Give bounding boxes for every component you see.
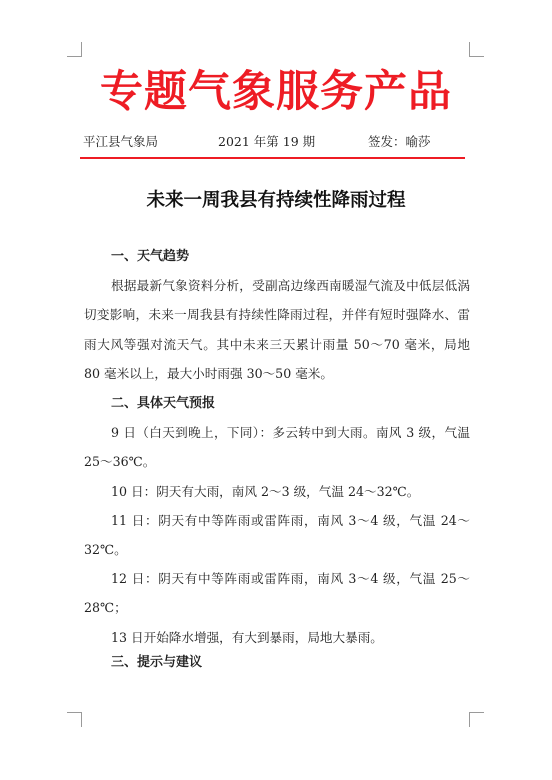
section-heading: 一、天气趋势 xyxy=(111,249,190,264)
signer: 签发：喻莎 xyxy=(368,134,431,149)
paragraph: 根据最新气象资料分析，受副高边缘西南暖湿气流及中低层低涡切变影响，未来一周我县有持续性降雨过程，并伴有短时强降水、雷雨大风等强对流天气。其中未来三天累计雨量 50～70 毫米，局地 80 毫米以上，最大小时雨强 30～50 毫米。 xyxy=(84,278,470,381)
section-heading: 三、提示与建议 xyxy=(111,655,203,670)
header-divider xyxy=(80,157,465,159)
paragraph: 12 日：阴天有中等阵雨或雷阵雨，南风 3～4 级，气温 25～28℃； xyxy=(84,571,470,616)
section-heading: 二、具体天气预报 xyxy=(111,396,216,411)
crop-mark-bottom-right xyxy=(469,712,484,727)
section-forecast xyxy=(84,389,470,652)
paragraph: 9 日（白天到晚上，下同）：多云转中到大雨。南风 3 级，气温 25～36℃。 xyxy=(84,425,470,470)
issuing-agency: 平江县气象局 xyxy=(83,134,159,149)
product-title: 专题气象服务产品 xyxy=(100,67,452,117)
paragraph: 11 日：阴天有中等阵雨或雷阵雨，南风 3～4 级，气温 24～32℃。 xyxy=(84,512,470,558)
crop-mark-top-left xyxy=(67,42,82,57)
paragraph: 10 日：阴天有大雨，南风 2～3 级，气温 24～32℃。 xyxy=(111,483,420,499)
document-title: 未来一周我县有持续性降雨过程 xyxy=(146,190,406,211)
section-advice xyxy=(84,648,470,677)
issue-number: 2021 年第 19 期 xyxy=(218,134,316,149)
paragraph: 13 日开始降水增强，有大到暴雨，局地大暴雨。 xyxy=(111,629,383,645)
section-trend xyxy=(84,242,470,388)
crop-mark-top-right xyxy=(469,42,484,57)
crop-mark-bottom-left xyxy=(67,712,82,727)
